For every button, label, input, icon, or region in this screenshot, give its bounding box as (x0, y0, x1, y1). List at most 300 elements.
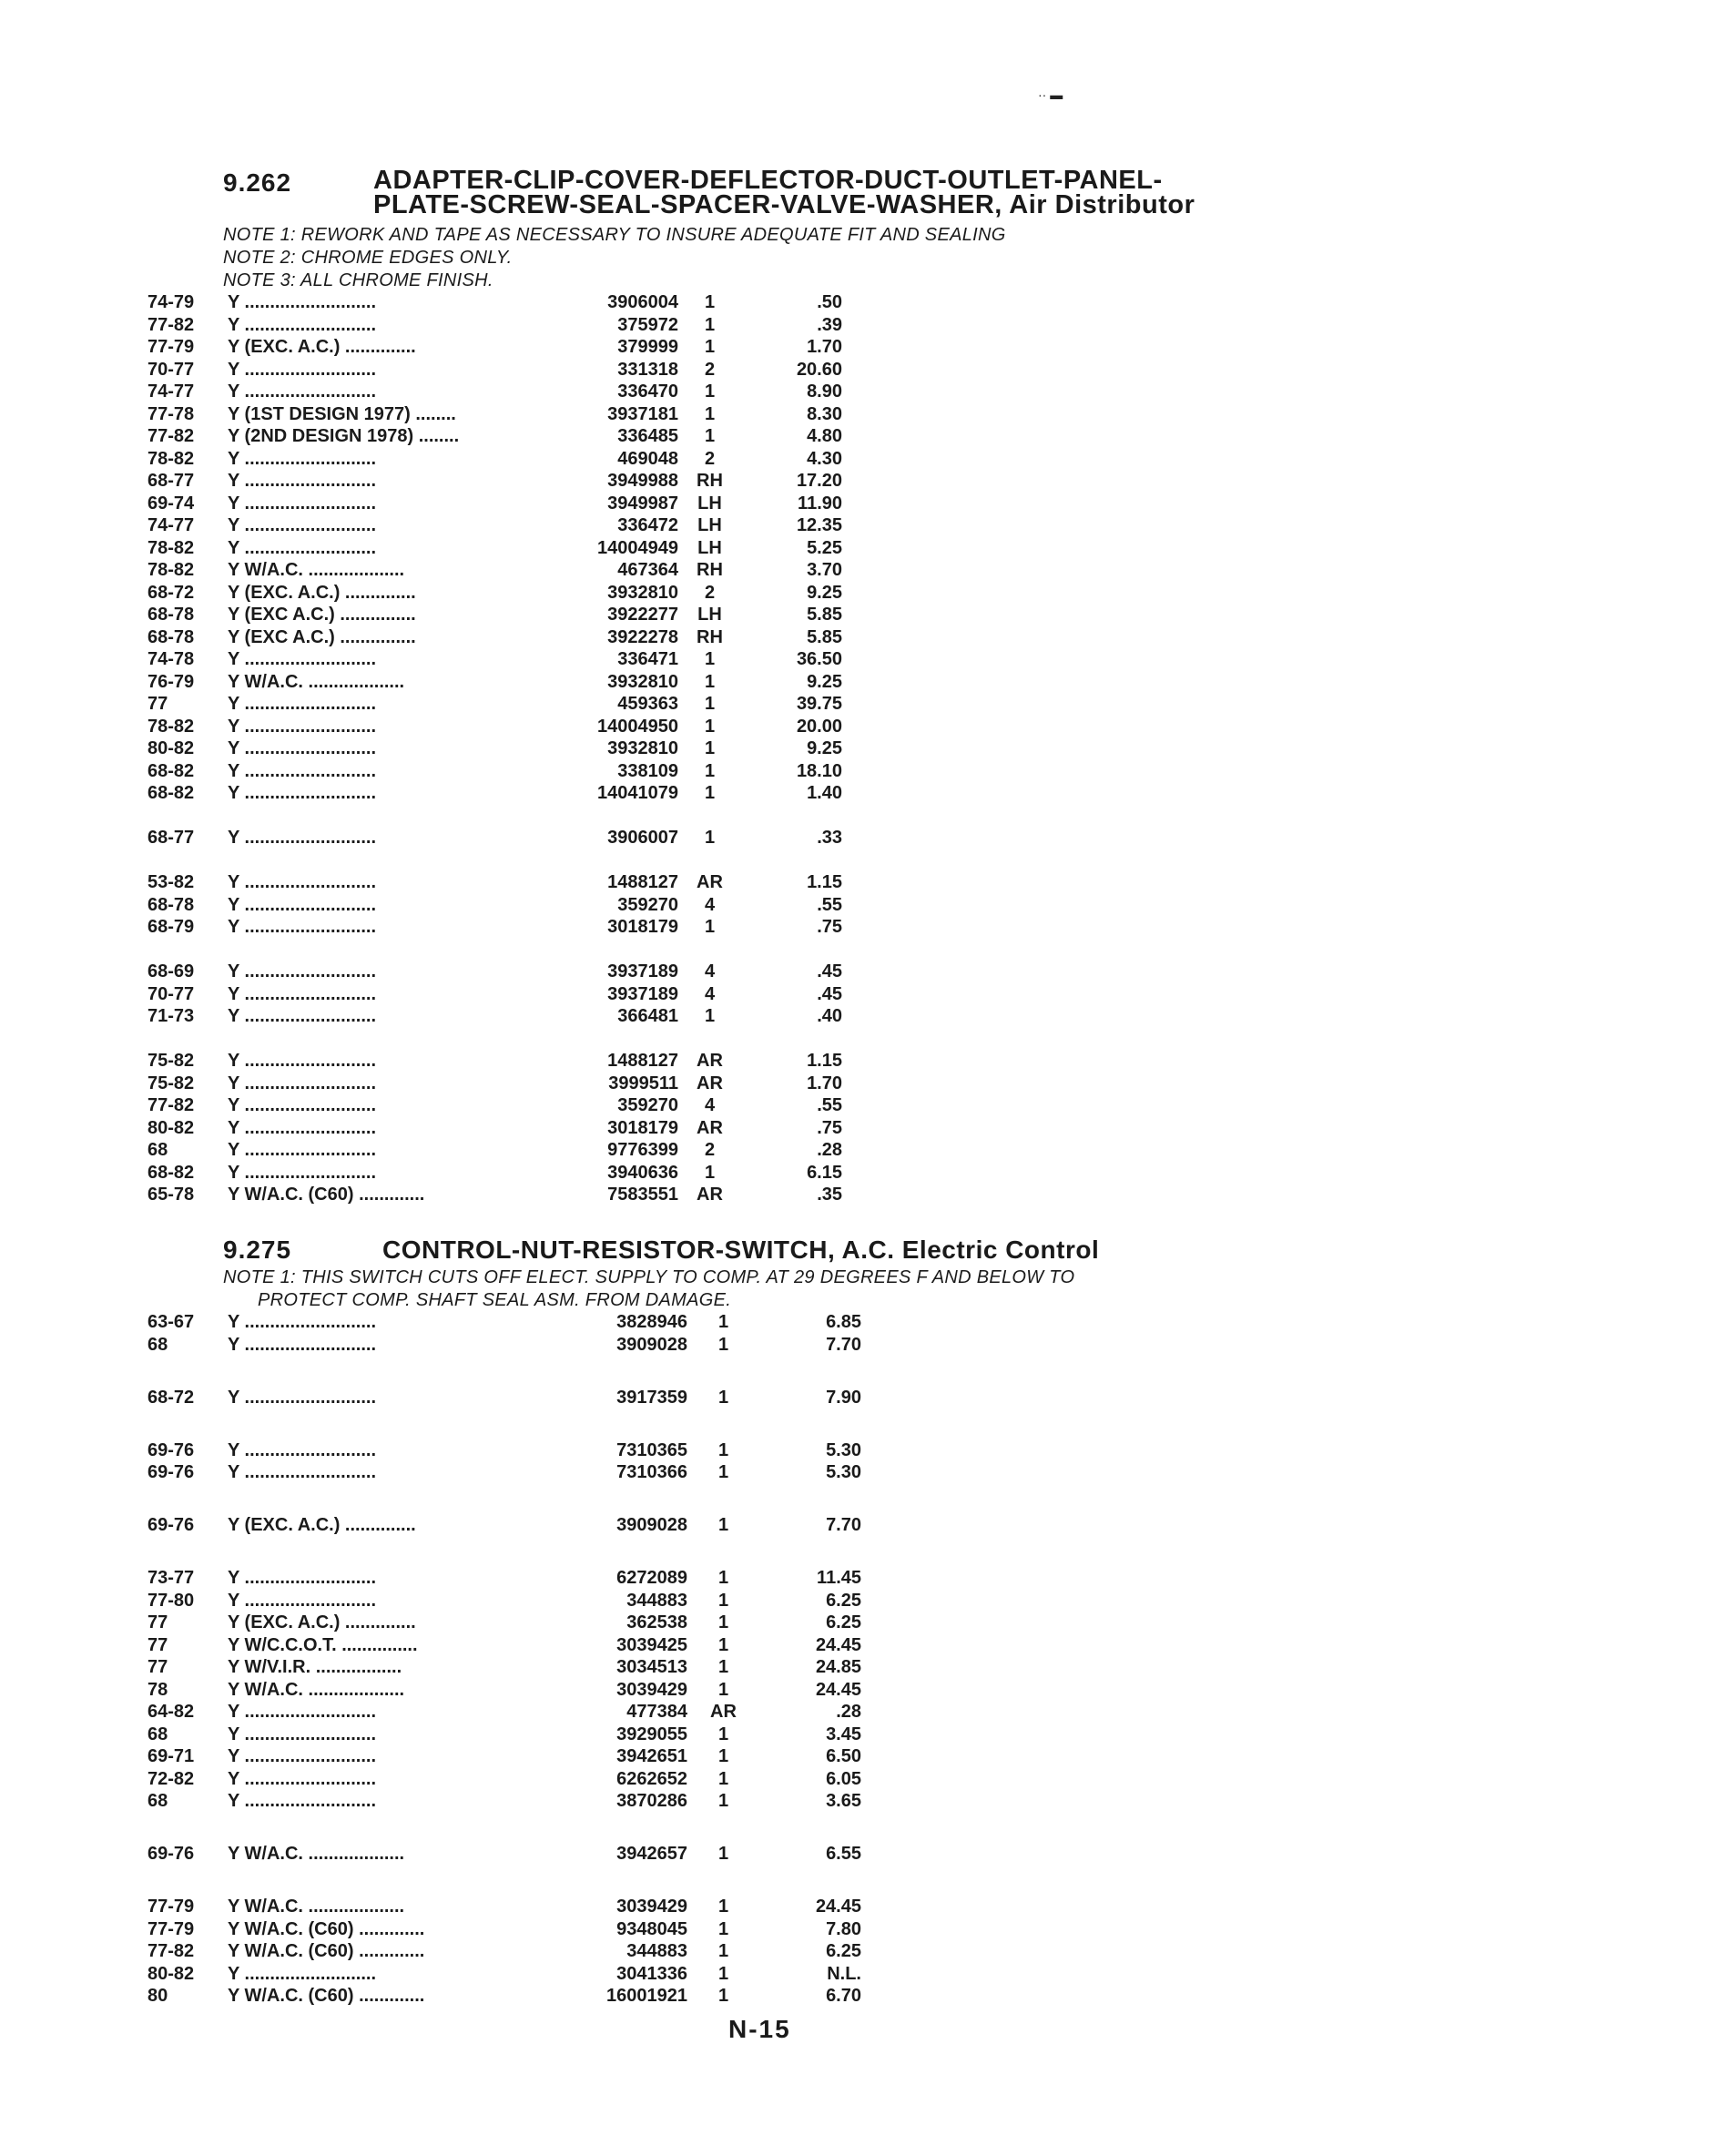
application: Y .......................... (228, 961, 377, 981)
part-number: 3942657 (616, 1844, 687, 1864)
application: Y .......................... (228, 1006, 377, 1026)
table-row (0, 626, 1719, 649)
application: Y .......................... (228, 760, 377, 781)
model-years: 69-76 (147, 1515, 195, 1535)
quantity: 1 (717, 1387, 729, 1408)
table-row (0, 1117, 1719, 1140)
quantity: 1 (717, 1515, 729, 1535)
model-years: 74-77 (147, 515, 195, 535)
application: Y W/A.C. (C60) ............. (228, 1986, 425, 2006)
table-row (0, 671, 1719, 694)
table-row (0, 425, 1719, 448)
price: 3.65 (826, 1791, 861, 1811)
table-row (0, 470, 1719, 493)
quantity: 1 (704, 828, 716, 848)
price: 18.10 (796, 760, 842, 781)
application: Y .......................... (228, 1568, 377, 1588)
price: 7.70 (826, 1334, 861, 1355)
application: Y .......................... (228, 1724, 377, 1744)
quantity: 1 (704, 426, 716, 446)
price: 24.45 (815, 1679, 861, 1700)
table-row (0, 1745, 1719, 1768)
price: 9.25 (807, 582, 842, 603)
quantity: AR (697, 872, 723, 892)
table-row (0, 514, 1719, 537)
price: 5.30 (826, 1462, 861, 1482)
table-row (0, 1439, 1719, 1462)
part-number: 3039429 (616, 1897, 687, 1917)
parts-table-9-275 (0, 1311, 1719, 2008)
part-number: 3828946 (616, 1312, 687, 1332)
application: Y .......................... (228, 716, 377, 737)
model-years: 77-82 (147, 426, 195, 446)
application: Y W/V.I.R. ................. (228, 1657, 402, 1677)
model-years: 69-76 (147, 1844, 195, 1864)
section-number: 9.275 (223, 1236, 292, 1264)
part-number: 336471 (617, 649, 678, 669)
table-row (0, 1985, 1719, 2008)
quantity: LH (697, 605, 722, 625)
price: 6.25 (826, 1590, 861, 1611)
price: 6.25 (826, 1612, 861, 1632)
application: Y .......................... (228, 1791, 377, 1811)
table-row (0, 1634, 1719, 1657)
quantity: AR (697, 1117, 723, 1138)
table-row (0, 1656, 1719, 1679)
price: .45 (817, 983, 842, 1004)
table-row (0, 1590, 1719, 1612)
model-years: 68-69 (147, 961, 195, 981)
application: Y .......................... (228, 1312, 377, 1332)
quantity: 4 (704, 1095, 716, 1115)
application: Y .......................... (228, 1117, 377, 1138)
table-row (0, 1514, 1719, 1567)
part-number: 467364 (617, 560, 678, 580)
application: Y .......................... (228, 1073, 377, 1093)
quantity: 1 (717, 1746, 729, 1766)
part-number: 3949988 (607, 471, 678, 491)
table-row (0, 493, 1719, 515)
part-number: 336485 (617, 426, 678, 446)
application: Y (EXC A.C.) ............... (228, 626, 416, 647)
application: Y .......................... (228, 1746, 377, 1766)
model-years: 69-76 (147, 1462, 195, 1482)
quantity: 1 (704, 917, 716, 937)
table-row (0, 1139, 1719, 1162)
model-years: 68-72 (147, 582, 195, 603)
model-years: 77 (147, 1657, 168, 1677)
table-row (0, 961, 1719, 983)
application: Y .......................... (228, 471, 377, 491)
quantity: 1 (717, 1844, 729, 1864)
price: .33 (817, 828, 842, 848)
part-number: 3932810 (607, 671, 678, 692)
part-number: 366481 (617, 1006, 678, 1026)
part-number: 3922277 (607, 605, 678, 625)
price: 3.45 (826, 1724, 861, 1744)
table-row (0, 1311, 1719, 1334)
price: .75 (817, 1117, 842, 1138)
application: Y .......................... (228, 1590, 377, 1611)
model-years: 68-77 (147, 828, 195, 848)
part-number: 3909028 (616, 1334, 687, 1355)
model-years: 75-82 (147, 1051, 195, 1071)
price: 6.50 (826, 1746, 861, 1766)
application: Y .......................... (228, 292, 377, 312)
quantity: 2 (704, 1140, 716, 1160)
part-number: 375972 (617, 314, 678, 335)
table-row (0, 1184, 1719, 1206)
part-number: 477384 (626, 1702, 687, 1722)
part-number: 3039429 (616, 1679, 687, 1700)
table-row (0, 1050, 1719, 1073)
model-years: 74-79 (147, 292, 195, 312)
section-title: CONTROL-NUT-RESISTOR-SWITCH, A.C. Electric Control (382, 1236, 1100, 1264)
table-row (0, 604, 1719, 626)
quantity: 1 (717, 1612, 729, 1632)
part-number: 3906007 (607, 828, 678, 848)
parts-table-9-262 (0, 291, 1719, 1206)
application: Y .......................... (228, 515, 377, 535)
application: Y .......................... (228, 1439, 377, 1460)
part-number: 3929055 (616, 1724, 687, 1744)
price: 1.15 (807, 872, 842, 892)
part-number: 7583551 (607, 1185, 678, 1205)
model-years: 75-82 (147, 1073, 195, 1093)
quantity: 1 (717, 1963, 729, 1984)
application: Y .......................... (228, 1140, 377, 1160)
price: 6.70 (826, 1986, 861, 2006)
quantity: AR (710, 1702, 737, 1722)
table-row (0, 983, 1719, 1006)
model-years: 69-76 (147, 1439, 195, 1460)
model-years: 77-79 (147, 337, 195, 357)
price: 3.70 (807, 560, 842, 580)
application: Y W/A.C. ................... (228, 560, 405, 580)
quantity: LH (697, 493, 722, 514)
section-title (373, 168, 1195, 218)
table-row (0, 1679, 1719, 1702)
table-row (0, 1963, 1719, 1986)
section-notes (223, 1266, 1074, 1312)
part-number: 7310366 (616, 1462, 687, 1482)
part-number: 14041079 (597, 783, 678, 803)
table-row (0, 1567, 1719, 1590)
model-years: 77-82 (147, 1941, 195, 1961)
model-years: 77 (147, 1612, 168, 1632)
part-number: 3039425 (616, 1634, 687, 1655)
model-years: 68-78 (147, 626, 195, 647)
part-number: 16001921 (606, 1986, 687, 2006)
part-number: 3937181 (607, 403, 678, 424)
model-years: 68 (147, 1334, 168, 1355)
part-number: 459363 (617, 694, 678, 714)
model-years: 68-79 (147, 917, 195, 937)
application: Y W/A.C. ................... (228, 1844, 405, 1864)
model-years: 68-82 (147, 1162, 195, 1183)
price: 1.70 (807, 1073, 842, 1093)
application: Y W/A.C. (C60) ............. (228, 1918, 425, 1939)
price: 1.15 (807, 1051, 842, 1071)
price: 8.90 (807, 381, 842, 402)
price: 11.90 (798, 493, 842, 514)
price: 24.45 (815, 1897, 861, 1917)
model-years: 64-82 (147, 1702, 195, 1722)
model-years: 78 (147, 1679, 168, 1700)
model-years: 76-79 (147, 671, 195, 692)
quantity: 1 (717, 1462, 729, 1482)
application: Y .......................... (228, 828, 377, 848)
quantity: 1 (704, 649, 716, 669)
application: Y (EXC. A.C.) .............. (228, 337, 416, 357)
table-row (0, 871, 1719, 894)
part-number: 3937189 (607, 983, 678, 1004)
model-years: 78-82 (147, 537, 195, 558)
price: 5.25 (807, 537, 842, 558)
price: 1.70 (807, 337, 842, 357)
part-number: 336470 (617, 381, 678, 402)
model-years: 70-77 (147, 983, 195, 1004)
part-number: 9776399 (607, 1140, 678, 1160)
model-years: 70-77 (147, 359, 195, 380)
quantity: AR (697, 1051, 723, 1071)
model-years: 68-77 (147, 471, 195, 491)
price: 7.90 (826, 1387, 861, 1408)
table-row (0, 448, 1719, 471)
part-number: 362538 (626, 1612, 687, 1632)
section-number: 9.262 (223, 168, 292, 197)
table-row (0, 1843, 1719, 1896)
application: Y (EXC. A.C.) .............. (228, 1612, 416, 1632)
quantity: 1 (717, 1941, 729, 1961)
application: Y .......................... (228, 1051, 377, 1071)
application: Y .......................... (228, 537, 377, 558)
quantity: 1 (717, 1334, 729, 1355)
quantity: LH (697, 515, 722, 535)
table-row (0, 1094, 1719, 1117)
part-number: 359270 (617, 894, 678, 915)
part-number: 14004950 (597, 716, 678, 737)
quantity: 2 (704, 448, 716, 469)
model-years: 68-82 (147, 760, 195, 781)
table-row (0, 403, 1719, 426)
table-row (0, 782, 1719, 827)
quantity: RH (697, 471, 723, 491)
quantity: 1 (717, 1986, 729, 2006)
application: Y W/A.C. (C60) ............. (228, 1185, 425, 1205)
part-number: 3917359 (616, 1387, 687, 1408)
model-years: 68-72 (147, 1387, 195, 1408)
quantity: LH (697, 537, 722, 558)
section-title-line-2: PLATE-SCREW-SEAL-SPACER-VALVE-WASHER, Air Distributor (373, 190, 1195, 219)
quantity: 1 (704, 1006, 716, 1026)
model-years: 77-78 (147, 403, 195, 424)
application: Y W/A.C. ................... (228, 671, 405, 692)
price: 1.40 (807, 783, 842, 803)
price: 4.80 (807, 426, 842, 446)
part-number: 7310365 (616, 1439, 687, 1460)
application: Y .......................... (228, 1462, 377, 1482)
price: 12.35 (796, 515, 842, 535)
price: 4.30 (807, 448, 842, 469)
table-row (0, 1387, 1719, 1439)
model-years: 68-78 (147, 894, 195, 915)
price: 24.45 (815, 1634, 861, 1655)
part-number: 469048 (617, 448, 678, 469)
quantity: 1 (704, 671, 716, 692)
application: Y W/A.C. (C60) ............. (228, 1941, 425, 1961)
part-number: 3942651 (616, 1746, 687, 1766)
table-row (0, 1940, 1719, 1963)
table-row (0, 1612, 1719, 1634)
quantity: 2 (704, 359, 716, 380)
quantity: 1 (717, 1791, 729, 1811)
application: Y .......................... (228, 1963, 377, 1984)
part-number: 3906004 (607, 292, 678, 312)
quantity: 1 (717, 1590, 729, 1611)
application: Y .......................... (228, 872, 377, 892)
model-years: 69-74 (147, 493, 195, 514)
table-row (0, 582, 1719, 605)
table-row (0, 1334, 1719, 1387)
price: 6.15 (807, 1162, 842, 1183)
model-years: 77-80 (147, 1590, 195, 1611)
table-row (0, 381, 1719, 403)
price: 8.30 (807, 403, 842, 424)
application: Y .......................... (228, 917, 377, 937)
application: Y (EXC. A.C.) .............. (228, 1515, 416, 1535)
quantity: 1 (704, 292, 716, 312)
price: .55 (817, 1095, 842, 1115)
table-row (0, 693, 1719, 716)
section-title-line-1: ADAPTER-CLIP-COVER-DEFLECTOR-DUCT-OUTLET-PANEL- (373, 166, 1163, 195)
model-years: 68 (147, 1724, 168, 1744)
quantity: 1 (704, 694, 716, 714)
price: 20.00 (796, 716, 842, 737)
price: 5.30 (826, 1439, 861, 1460)
price: .28 (817, 1140, 842, 1160)
part-number: 3922278 (607, 626, 678, 647)
application: Y .......................... (228, 359, 377, 380)
application: Y .......................... (228, 1162, 377, 1183)
price: 39.75 (796, 694, 842, 714)
quantity: 1 (717, 1724, 729, 1744)
table-row (0, 559, 1719, 582)
table-row (0, 1918, 1719, 1941)
model-years: 80-82 (147, 1117, 195, 1138)
note-2: NOTE 2: CHROME EDGES ONLY. (223, 248, 513, 268)
table-row (0, 1461, 1719, 1514)
price: .55 (817, 894, 842, 915)
model-years: 80 (147, 1986, 168, 2006)
quantity: 1 (717, 1918, 729, 1939)
part-number: 3018179 (607, 1117, 678, 1138)
price: 24.85 (815, 1657, 861, 1677)
part-number: 344883 (626, 1941, 687, 1961)
model-years: 80-82 (147, 738, 195, 758)
price: 11.45 (817, 1568, 861, 1588)
price: N.L. (827, 1963, 861, 1984)
model-years: 74-78 (147, 649, 195, 669)
price: .50 (817, 292, 842, 312)
table-row (0, 1701, 1719, 1724)
application: Y W/C.C.O.T. ............... (228, 1634, 418, 1655)
application: Y .......................... (228, 448, 377, 469)
quantity: 2 (704, 582, 716, 603)
quantity: 1 (704, 381, 716, 402)
table-row (0, 737, 1719, 760)
part-number: 1488127 (607, 872, 678, 892)
part-number: 359270 (617, 1095, 678, 1115)
model-years: 77 (147, 694, 168, 714)
part-number: 338109 (617, 760, 678, 781)
quantity: AR (697, 1073, 723, 1093)
quantity: 1 (704, 760, 716, 781)
model-years: 68-78 (147, 605, 195, 625)
model-years: 65-78 (147, 1185, 195, 1205)
application: Y .......................... (228, 894, 377, 915)
note-1: NOTE 1: THIS SWITCH CUTS OFF ELECT. SUPPLY TO COMP. AT 29 DEGREES F AND BELOW TO (223, 1267, 1075, 1287)
application: Y .......................... (228, 783, 377, 803)
quantity: 4 (704, 894, 716, 915)
application: Y .......................... (228, 314, 377, 335)
table-row (0, 336, 1719, 359)
table-row (0, 1724, 1719, 1746)
price: 9.25 (807, 738, 842, 758)
price: 20.60 (796, 359, 842, 380)
model-years: 69-71 (147, 1746, 195, 1766)
application: Y .......................... (228, 1095, 377, 1115)
model-years: 63-67 (147, 1312, 195, 1332)
application: Y .......................... (228, 738, 377, 758)
model-years: 73-77 (147, 1568, 195, 1588)
table-row (0, 1768, 1719, 1791)
price: 6.55 (826, 1844, 861, 1864)
quantity: RH (697, 560, 723, 580)
application: Y .......................... (228, 381, 377, 402)
model-years: 74-77 (147, 381, 195, 402)
table-row (0, 291, 1719, 314)
table-row (0, 1896, 1719, 1918)
application: Y (EXC. A.C.) .............. (228, 582, 416, 603)
table-row (0, 1790, 1719, 1843)
price: 7.70 (826, 1515, 861, 1535)
part-number: 3870286 (616, 1791, 687, 1811)
application: Y (1ST DESIGN 1977) ........ (228, 403, 456, 424)
part-number: 344883 (626, 1590, 687, 1611)
application: Y W/A.C. ................... (228, 1897, 405, 1917)
model-years: 68-82 (147, 783, 195, 803)
part-number: 379999 (617, 337, 678, 357)
part-number: 3018179 (607, 917, 678, 937)
application: Y W/A.C. ................... (228, 1679, 405, 1700)
quantity: 1 (704, 716, 716, 737)
price: 6.25 (826, 1941, 861, 1961)
price: 36.50 (796, 649, 842, 669)
model-years: 68 (147, 1140, 168, 1160)
note-3: NOTE 3: ALL CHROME FINISH. (223, 270, 493, 290)
price: .28 (836, 1702, 861, 1722)
model-years: 77-82 (147, 314, 195, 335)
application: Y (EXC A.C.) ............... (228, 605, 416, 625)
model-years: 77 (147, 1634, 168, 1655)
table-row (0, 827, 1719, 871)
model-years: 78-82 (147, 560, 195, 580)
price: .39 (817, 314, 842, 335)
application: Y .......................... (228, 649, 377, 669)
part-number: 14004949 (597, 537, 678, 558)
model-years: 77-79 (147, 1897, 195, 1917)
